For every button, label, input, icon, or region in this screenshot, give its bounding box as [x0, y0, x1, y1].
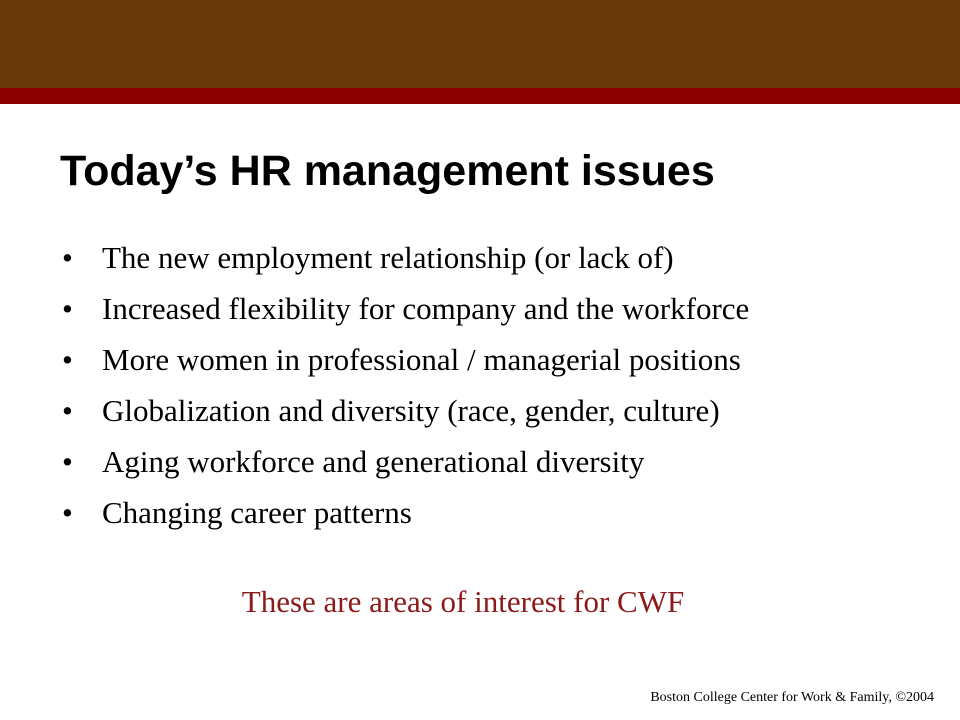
bullet-text: Increased flexibility for company and the workforce	[102, 291, 750, 326]
bullet-text: The new employment relationship (or lack of)	[102, 240, 674, 275]
bullet-text: Globalization and diversity (race, gender, culture)	[102, 393, 720, 428]
header-stripe	[0, 88, 960, 104]
bullet-dot-icon: •	[62, 393, 73, 428]
bullet-dot-icon: •	[62, 342, 73, 377]
bullet-item	[62, 238, 749, 289]
slide-title: Today’s HR management issues	[60, 147, 715, 195]
bullet-dot-icon: •	[62, 444, 73, 479]
header-band	[0, 0, 960, 88]
bullet-item	[62, 442, 749, 493]
bullet-dot-icon: •	[62, 291, 73, 326]
bullet-dot-icon: •	[62, 495, 73, 530]
bullet-list	[62, 238, 749, 544]
tagline: These are areas of interest for CWF	[241, 584, 685, 619]
bullet-text: Aging workforce and generational diversity	[102, 444, 645, 479]
bullet-text: More women in professional / managerial positions	[102, 342, 741, 377]
bullet-item	[62, 391, 749, 442]
bullet-text: Changing career patterns	[102, 495, 412, 530]
bullet-item	[62, 493, 749, 544]
bullet-item	[62, 289, 749, 340]
footer-copyright: Boston College Center for Work & Family, ©2004	[650, 690, 934, 705]
bullet-dot-icon: •	[62, 240, 73, 275]
bullet-item	[62, 340, 749, 391]
